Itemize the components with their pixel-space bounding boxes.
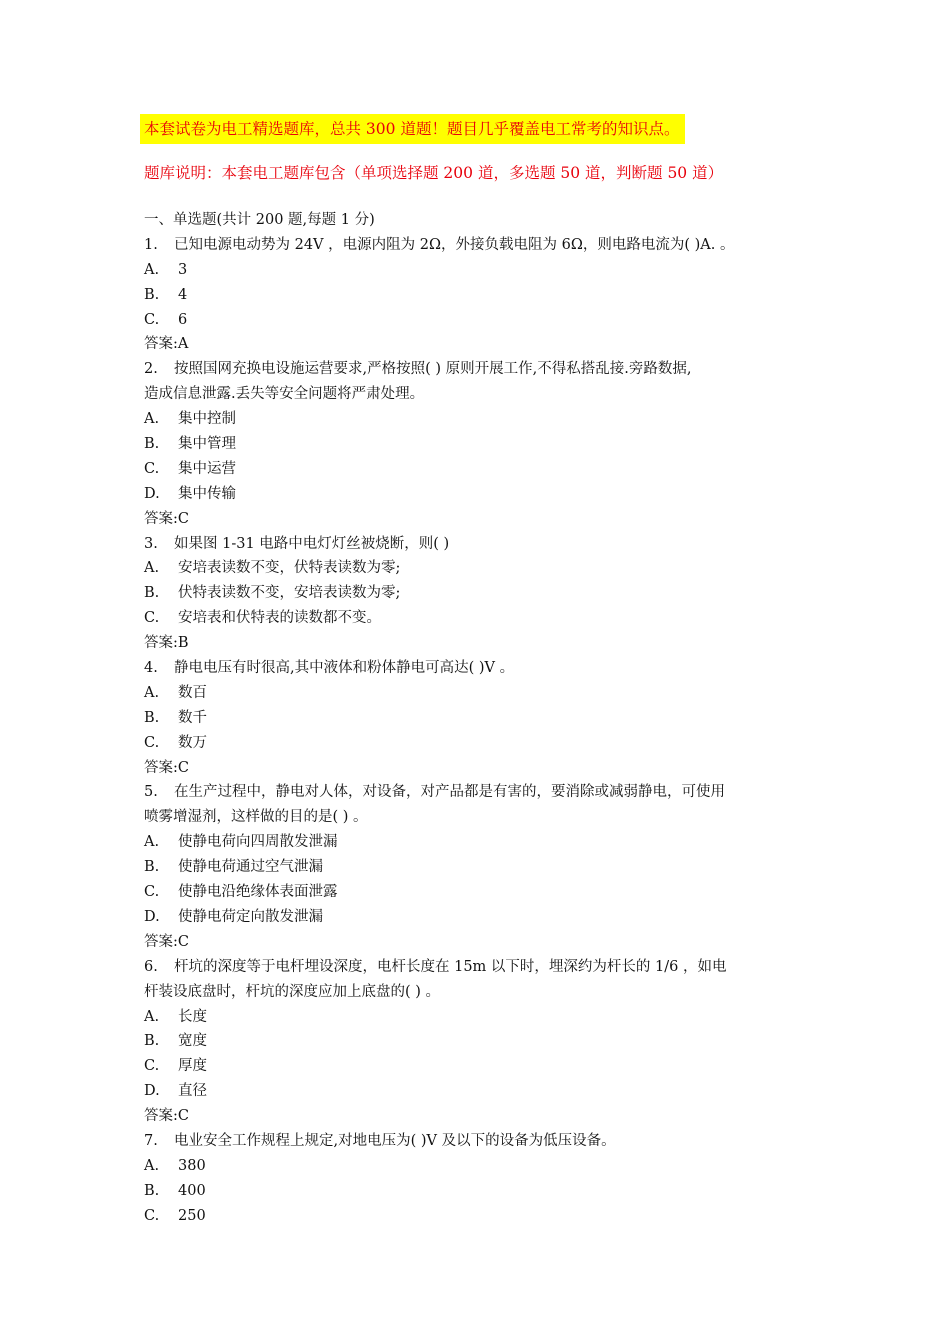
answer-line: [144, 507, 809, 532]
question-list: [144, 208, 809, 1229]
question-line: 按照国网充换电设施运营要求,严格按照( ) 原则开展工作,不得私搭乱接.旁路数据,: [174, 361, 692, 378]
question-text: [144, 1129, 809, 1154]
question-text: [144, 980, 809, 1005]
option-item: [144, 1154, 809, 1179]
question-text: [144, 955, 809, 980]
option-text: 宽度: [178, 1033, 207, 1050]
option-text: 安培表和伏特表的读数都不变。: [178, 610, 381, 627]
answer-line: [144, 1104, 809, 1129]
question-line: 杆装设底盘时，杆坑的深度应加上底盘的( ) 。: [144, 983, 441, 1000]
option-letter: D.: [144, 485, 160, 502]
question-text: [144, 357, 809, 382]
option-item: [144, 681, 809, 706]
option-item: [144, 830, 809, 855]
answer-label: 答案:: [144, 933, 178, 950]
option-letter: B.: [144, 1033, 160, 1050]
question-item: [144, 357, 809, 531]
option-item: [144, 1005, 809, 1030]
option-letter: B.: [144, 859, 160, 876]
option-text: 使静电荷定向散发泄漏: [178, 908, 323, 925]
question-item: [144, 780, 809, 954]
option-text: 长度: [178, 1008, 207, 1025]
question-item: [144, 233, 809, 357]
option-letter: A.: [144, 684, 160, 701]
question-text: [144, 805, 809, 830]
question-line: 喷雾增湿剂，这样做的目的是( ) 。: [144, 809, 368, 826]
option-text: 集中控制: [178, 411, 236, 428]
option-letter: A.: [144, 1157, 160, 1174]
answer-value: A: [177, 336, 189, 353]
question-item: [144, 532, 809, 656]
answer-line: [144, 930, 809, 955]
option-text: 3: [178, 261, 188, 278]
question-line: 静电电压有时很高,其中液体和粉体静电可高达( )V 。: [174, 660, 515, 677]
question-text: [144, 532, 809, 557]
question-item: [144, 656, 809, 780]
option-item: [144, 1054, 809, 1079]
question-number: 7.: [144, 1132, 158, 1149]
option-text: 使静电荷向四周散发泄漏: [178, 834, 338, 851]
option-item: [144, 407, 809, 432]
option-item: [144, 905, 809, 930]
option-item: [144, 880, 809, 905]
question-number: 5.: [144, 784, 158, 801]
option-item: [144, 1029, 809, 1054]
option-text: 4: [178, 286, 188, 303]
option-text: 数千: [178, 709, 207, 726]
option-text: 集中运营: [178, 460, 236, 477]
option-letter: C.: [144, 1058, 160, 1075]
option-letter: A.: [144, 834, 160, 851]
option-text: 直径: [178, 1083, 207, 1100]
question-number: 2.: [144, 361, 158, 378]
option-text: 250: [178, 1207, 206, 1224]
option-item: [144, 1204, 809, 1229]
option-letter: C.: [144, 1207, 160, 1224]
question-line: 杆坑的深度等于电杆埋设深度，电杆长度在 15m 以下时，埋深约为杆长的 1/6 ，如电: [174, 958, 727, 975]
option-item: [144, 283, 809, 308]
question-number: 6.: [144, 958, 158, 975]
option-letter: C.: [144, 460, 160, 477]
option-text: 数百: [178, 684, 207, 701]
option-item: [144, 606, 809, 631]
question-text: [144, 233, 809, 258]
option-text: 伏特表读数不变，安培表读数为零;: [178, 585, 401, 602]
answer-value: C: [177, 759, 189, 776]
answer-value: B: [177, 635, 189, 652]
option-item: [144, 581, 809, 606]
question-number: 4.: [144, 660, 158, 677]
option-letter: C.: [144, 311, 160, 328]
option-item: [144, 432, 809, 457]
option-text: 集中管理: [178, 436, 236, 453]
option-letter: B.: [144, 585, 160, 602]
question-line: 已知电源电动势为 24V ，电源内阻为 2Ω，外接负载电阻为 6Ω，则电路电流为( )A. 。: [174, 236, 735, 253]
question-number: 3.: [144, 535, 158, 552]
answer-value: C: [177, 1108, 189, 1125]
option-text: 400: [178, 1182, 206, 1199]
option-text: 集中传输: [178, 485, 236, 502]
option-text: 使静电沿绝缘体表面泄露: [178, 884, 338, 901]
option-letter: A.: [144, 560, 160, 577]
question-line: 如果图 1-31 电路中电灯灯丝被烧断，则( ): [174, 535, 450, 552]
option-item: [144, 1079, 809, 1104]
option-text: 使静电荷通过空气泄漏: [178, 859, 323, 876]
option-letter: C.: [144, 734, 160, 751]
answer-value: C: [177, 933, 189, 950]
question-text: [144, 656, 809, 681]
answer-label: 答案:: [144, 1108, 178, 1125]
option-letter: B.: [144, 286, 160, 303]
banner-highlight: 本套试卷为电工精选题库，总共 300 道题！题目几乎覆盖电工常考的知识点。: [140, 114, 685, 144]
option-letter: C.: [144, 884, 160, 901]
question-number: 1.: [144, 236, 158, 253]
option-letter: A.: [144, 411, 160, 428]
option-item: [144, 556, 809, 581]
question-bank-description: 题库说明：本套电工题库包含（单项选择题 200 道，多选题 50 道，判断题 50 道）: [144, 164, 724, 182]
option-item: [144, 706, 809, 731]
option-letter: B.: [144, 709, 160, 726]
option-letter: B.: [144, 436, 160, 453]
answer-line: [144, 631, 809, 656]
option-item: [144, 1179, 809, 1204]
question-line: 在生产过程中，静电对人体，对设备，对产品都是有害的，要消除或减弱静电，可使用: [174, 784, 725, 801]
option-letter: D.: [144, 908, 160, 925]
question-item: [144, 955, 809, 1129]
option-letter: C.: [144, 610, 160, 627]
question-line: 造成信息泄露.丢失等安全问题将严肃处理。: [144, 386, 425, 403]
answer-line: [144, 756, 809, 781]
option-text: 6: [178, 311, 188, 328]
option-text: 厚度: [178, 1058, 207, 1075]
option-item: [144, 731, 809, 756]
option-letter: A.: [144, 1008, 160, 1025]
option-letter: D.: [144, 1083, 160, 1100]
option-item: [144, 308, 809, 333]
question-line: 电业安全工作规程上规定,对地电压为( )V 及以下的设备为低压设备。: [174, 1132, 616, 1149]
option-text: 数万: [178, 734, 207, 751]
question-item: [144, 1129, 809, 1229]
option-text: 安培表读数不变，伏特表读数为零;: [178, 560, 401, 577]
answer-label: 答案:: [144, 635, 178, 652]
option-item: [144, 258, 809, 283]
option-item: [144, 855, 809, 880]
option-item: [144, 482, 809, 507]
question-text: [144, 382, 809, 407]
option-item: [144, 457, 809, 482]
section-title: 一、单选题(共计 200 题,每题 1 分): [144, 212, 375, 228]
answer-label: 答案:: [144, 759, 178, 776]
question-text: [144, 780, 809, 805]
option-text: 380: [178, 1157, 206, 1174]
option-letter: B.: [144, 1182, 160, 1199]
option-letter: A.: [144, 261, 160, 278]
answer-value: C: [177, 510, 189, 527]
answer-line: [144, 332, 809, 357]
answer-label: 答案:: [144, 336, 178, 353]
answer-label: 答案:: [144, 510, 178, 527]
